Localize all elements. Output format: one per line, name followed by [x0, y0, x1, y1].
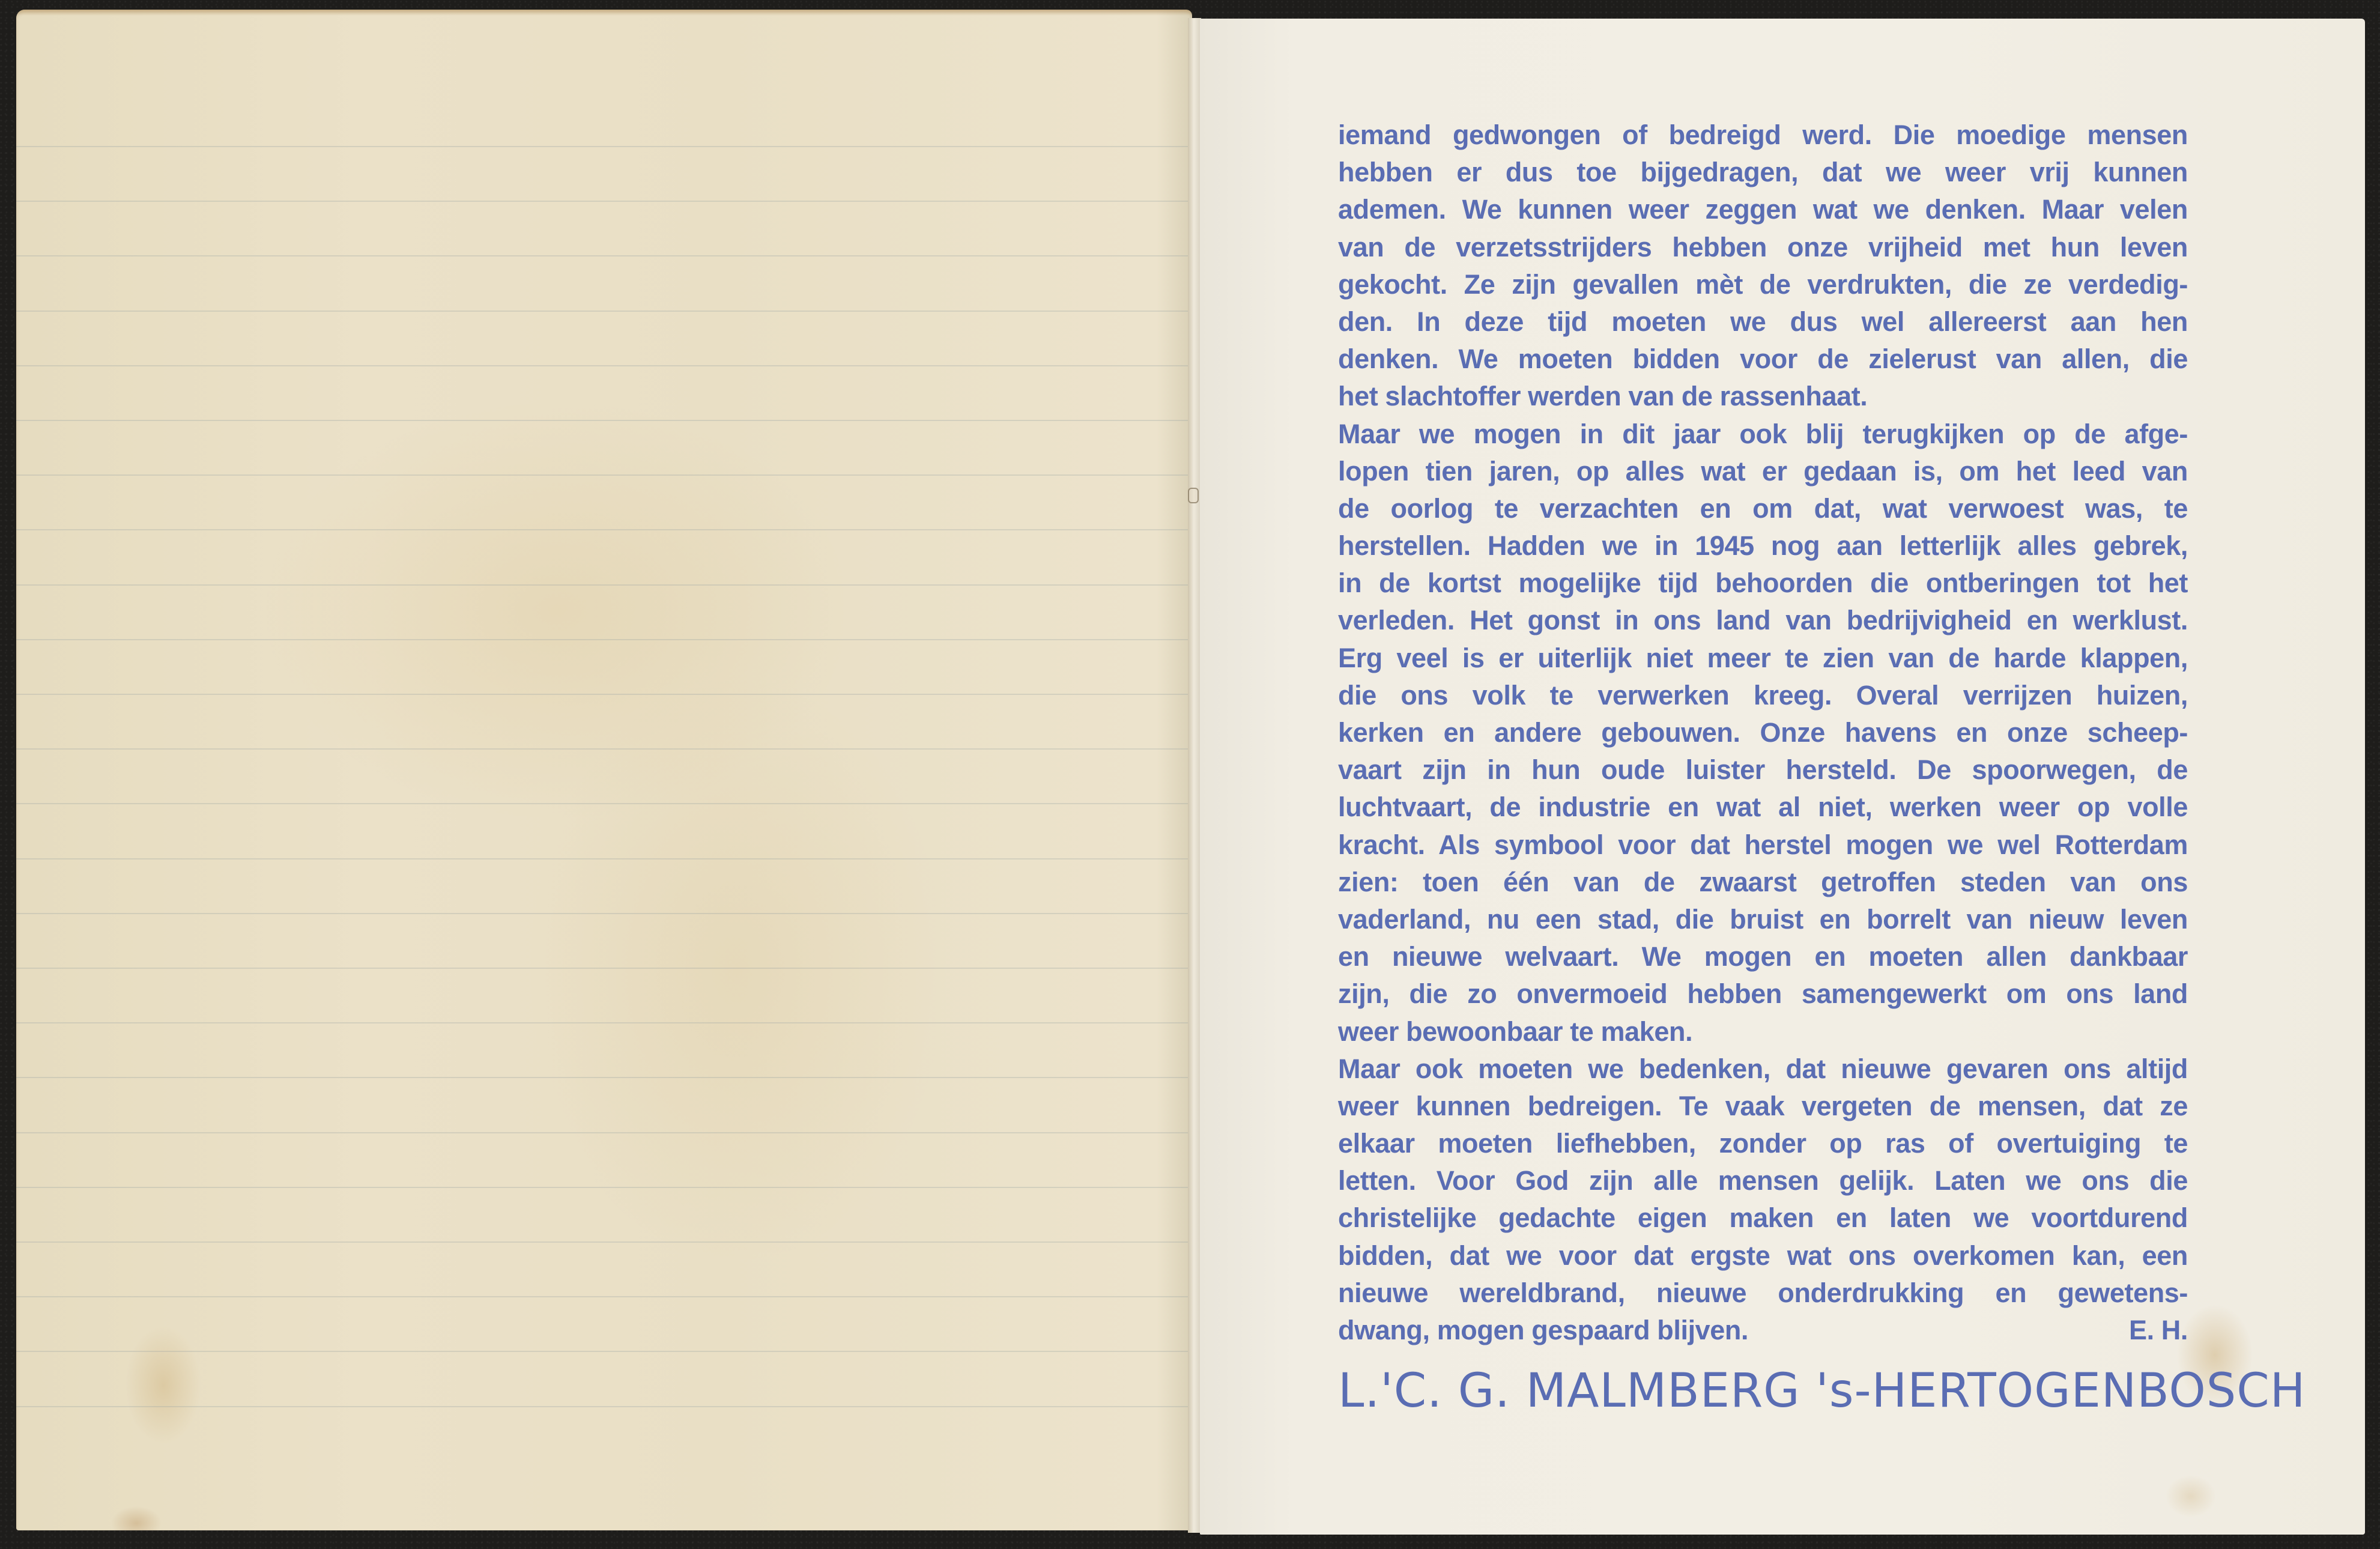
left-page [16, 10, 1192, 1530]
ruled-line [16, 146, 1192, 147]
ruled-line [16, 858, 1192, 859]
ruled-line [16, 1132, 1192, 1133]
text-line: gekocht. Ze zijn gevallen mèt de verdrukten, die ze verdedig- [1338, 268, 2188, 300]
ruled-line [16, 803, 1192, 804]
text-line: Erg veel is er uiterlijk niet meer te zien van de harde klappen, [1338, 642, 2188, 673]
text-line: vaderland, nu een stad, die bruist en borrelt van nieuw leven [1338, 903, 2188, 935]
body-text [1338, 117, 2188, 1349]
text-line: Maar ook moeten we bedenken, dat nieuwe gevaren ons altijd [1338, 1053, 2188, 1084]
text-line: iemand gedwongen of bedreigd werd. Die moedige mensen [1338, 120, 2188, 150]
text-line: vaart zijn in hun oude luister hersteld. De spoorwegen, de [1338, 754, 2188, 786]
text-line: verleden. Het gonst in ons land van bedrijvigheid en werklust. [1338, 605, 2188, 636]
ruled-line [16, 639, 1192, 640]
text-line: die ons volk te verwerken kreeg. Overal verrijzen huizen, [1338, 679, 2188, 711]
right-page [1200, 19, 2365, 1535]
ruled-line [16, 474, 1192, 476]
ruled-lines [16, 10, 1192, 1530]
text-line: de oorlog te verzachten en om dat, wat verwoest was, te [1338, 493, 2188, 524]
text-line: en nieuwe welvaart. We mogen en moeten allen dankbaar [1338, 941, 2188, 972]
text-line: zijn, die zo onvermoeid hebben samengewerkt om ons land [1338, 978, 2188, 1010]
text-line: letten. Voor God zijn alle mensen gelijk. Laten we ons die [1338, 1165, 2188, 1196]
text-line: kerken en andere gebouwen. Onze havens en onze scheep- [1338, 717, 2188, 748]
text-line: bidden, dat we voor dat ergste wat ons overkomen kan, een [1338, 1240, 2188, 1271]
ruled-line [16, 748, 1192, 750]
ruled-line [16, 1077, 1192, 1078]
text-line: het slachtoffer werden van de rassenhaat. [1338, 381, 1868, 412]
ruled-line [16, 1022, 1192, 1023]
text-line: herstellen. Hadden we in 1945 nog aan letterlijk alles gebrek, [1338, 530, 2188, 562]
text-line: den. In deze tijd moeten we dus wel allereerst aan hen [1338, 306, 2188, 337]
text-line: hebben er dus toe bijgedragen, dat we weer vrij kunnen [1338, 157, 2188, 188]
ruled-line [16, 694, 1192, 695]
ruled-line [16, 529, 1192, 530]
staple-icon [1188, 488, 1199, 503]
text-line: lopen tien jaren, op alles wat er gedaan is, om het leed van [1338, 455, 2188, 487]
ruled-line [16, 201, 1192, 202]
text-line: denken. We moeten bidden voor de zielerust van allen, die [1338, 344, 2188, 375]
ruled-line [16, 1296, 1192, 1297]
text-line: Maar we mogen in dit jaar ook blij terugkijken op de afge- [1338, 418, 2188, 449]
ruled-line [16, 1406, 1192, 1407]
text-line: luchtvaart, de industrie en wat al niet, werken weer op volle [1338, 792, 2188, 823]
spine-gutter [1188, 18, 1201, 1533]
closing-text: dwang, mogen gespaard blijven. [1338, 1315, 1749, 1345]
text-line: elkaar moeten liefhebben, zonder op ras of overtuiging te [1338, 1128, 2188, 1159]
text-line: christelijke gedachte eigen maken en laten we voortdurend [1338, 1202, 2188, 1234]
ruled-line [16, 311, 1192, 312]
text-line: zien: toen één van de zwaarst getroffen steden van ons [1338, 866, 2188, 897]
ruled-line [16, 913, 1192, 914]
text-line: weer bewoonbaar te maken. [1338, 1016, 1693, 1047]
text-line: in de kortst mogelijke tijd behoorden die ontberingen tot het [1338, 568, 2188, 599]
author-signature: E. H. [2128, 1315, 2188, 1345]
ruled-line [16, 365, 1192, 366]
text-line: nieuwe wereldbrand, nieuwe onderdrukking en gewetens- [1338, 1277, 2188, 1308]
ruled-line [16, 1187, 1192, 1188]
ruled-line [16, 255, 1192, 256]
ruled-line [16, 1241, 1192, 1243]
text-line: kracht. Als symbool voor dat herstel mogen we wel Rotterdam [1338, 829, 2188, 860]
ruled-line [16, 968, 1192, 969]
text-line: van de verzetsstrijders hebben onze vrijheid met hun leven [1338, 231, 2188, 262]
text-line: weer kunnen bedreigen. Te vaak vergeten de mensen, dat ze [1338, 1090, 2188, 1121]
ruled-line [16, 1351, 1192, 1352]
text-line: ademen. We kunnen weer zeggen wat we denken. Maar velen [1338, 194, 2188, 225]
closing-line [1338, 1312, 2188, 1349]
publisher-imprint: L.'C. G. MALMBERG 's-HERTOGENBOSCH [1338, 1364, 2306, 1418]
ruled-line [16, 584, 1192, 586]
ruled-line [16, 420, 1192, 421]
